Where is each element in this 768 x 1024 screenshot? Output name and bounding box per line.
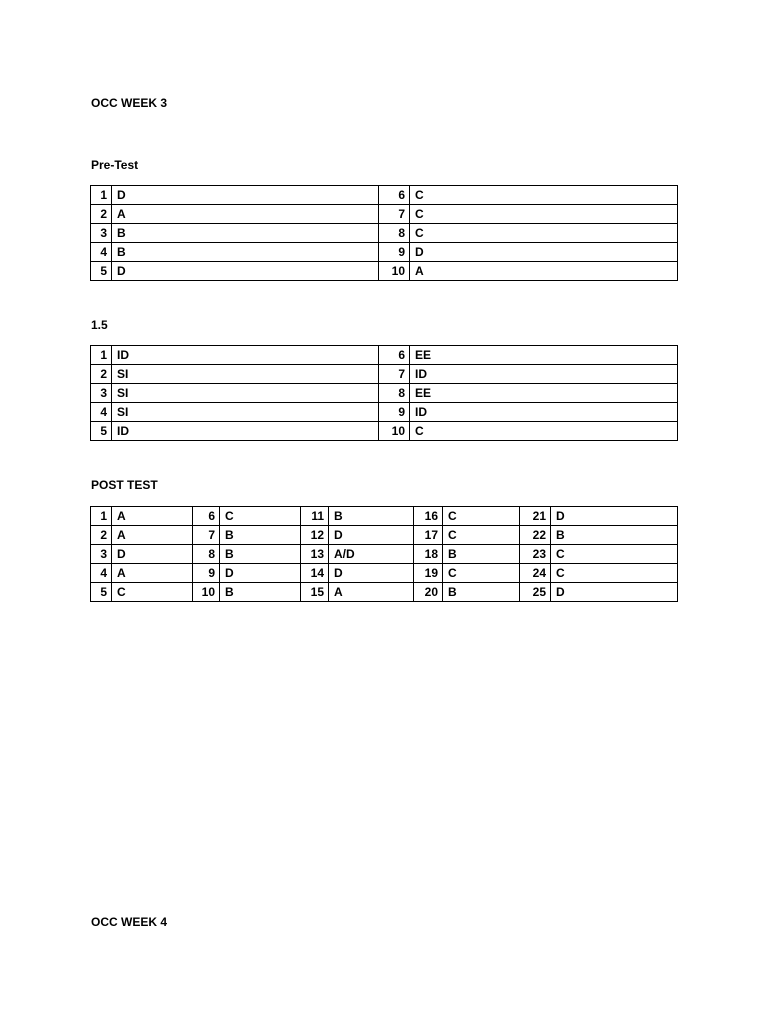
question-number: 3 xyxy=(91,384,112,403)
answer-cell: C xyxy=(551,545,678,564)
question-number: 23 xyxy=(520,545,551,564)
question-number: 19 xyxy=(414,564,443,583)
answer-cell: ID xyxy=(112,346,379,365)
question-number: 3 xyxy=(91,545,112,564)
question-number: 4 xyxy=(91,243,112,262)
answer-cell: B xyxy=(329,507,414,526)
table-row xyxy=(91,507,678,526)
posttest-title: POST TEST xyxy=(91,478,158,492)
answer-cell: A xyxy=(112,564,193,583)
answer-cell: D xyxy=(551,583,678,602)
answer-cell: SI xyxy=(112,365,379,384)
question-number: 15 xyxy=(301,583,329,602)
question-number: 5 xyxy=(91,262,112,281)
section-1-5-title: 1.5 xyxy=(91,318,108,332)
answer-cell: D xyxy=(410,243,678,262)
week3-title: OCC WEEK 3 xyxy=(91,96,168,110)
answer-cell: SI xyxy=(112,384,379,403)
question-number: 25 xyxy=(520,583,551,602)
table-row xyxy=(91,243,678,262)
answer-cell: B xyxy=(443,545,520,564)
answer-cell: A xyxy=(112,526,193,545)
table-row xyxy=(91,186,678,205)
question-number: 8 xyxy=(379,384,410,403)
table-row xyxy=(91,262,678,281)
table-row xyxy=(91,224,678,243)
answer-cell: B xyxy=(443,583,520,602)
table-row xyxy=(91,205,678,224)
answer-cell: C xyxy=(220,507,301,526)
question-number: 4 xyxy=(91,403,112,422)
answer-cell: B xyxy=(220,545,301,564)
answer-cell: A xyxy=(112,507,193,526)
answer-cell: C xyxy=(443,564,520,583)
answer-cell: EE xyxy=(410,346,678,365)
question-number: 14 xyxy=(301,564,329,583)
question-number: 20 xyxy=(414,583,443,602)
question-number: 21 xyxy=(520,507,551,526)
answer-cell: ID xyxy=(112,422,379,441)
question-number: 6 xyxy=(379,346,410,365)
question-number: 5 xyxy=(91,422,112,441)
answer-cell: D xyxy=(112,186,379,205)
question-number: 7 xyxy=(193,526,220,545)
question-number: 7 xyxy=(379,365,410,384)
answer-cell: D xyxy=(112,545,193,564)
question-number: 3 xyxy=(91,224,112,243)
question-number: 1 xyxy=(91,186,112,205)
answer-cell: B xyxy=(551,526,678,545)
answer-cell: B xyxy=(220,583,301,602)
answer-cell: D xyxy=(220,564,301,583)
question-number: 13 xyxy=(301,545,329,564)
posttest-answer-table xyxy=(90,506,678,602)
table-row xyxy=(91,545,678,564)
answer-cell: B xyxy=(220,526,301,545)
question-number: 8 xyxy=(193,545,220,564)
pretest-title: Pre-Test xyxy=(91,158,139,172)
question-number: 9 xyxy=(379,243,410,262)
table-row xyxy=(91,422,678,441)
answer-cell: D xyxy=(112,262,379,281)
question-number: 6 xyxy=(379,186,410,205)
table-row xyxy=(91,583,678,602)
pretest-answer-table xyxy=(90,185,678,281)
question-number: 6 xyxy=(193,507,220,526)
question-number: 2 xyxy=(91,205,112,224)
answer-cell: ID xyxy=(410,365,678,384)
answer-cell: C xyxy=(410,224,678,243)
table-row xyxy=(91,564,678,583)
table-row xyxy=(91,384,678,403)
answer-cell: A/D xyxy=(329,545,414,564)
answer-cell: C xyxy=(410,186,678,205)
question-number: 8 xyxy=(379,224,410,243)
table-row xyxy=(91,403,678,422)
answer-cell: C xyxy=(410,422,678,441)
answer-cell: A xyxy=(329,583,414,602)
section-1-5-answer-table xyxy=(90,345,678,441)
answer-cell: C xyxy=(410,205,678,224)
answer-cell: EE xyxy=(410,384,678,403)
answer-cell: D xyxy=(551,507,678,526)
question-number: 10 xyxy=(193,583,220,602)
answer-cell: B xyxy=(112,224,379,243)
answer-cell: C xyxy=(551,564,678,583)
question-number: 22 xyxy=(520,526,551,545)
table-row xyxy=(91,526,678,545)
question-number: 12 xyxy=(301,526,329,545)
answer-cell: D xyxy=(329,564,414,583)
question-number: 24 xyxy=(520,564,551,583)
question-number: 2 xyxy=(91,526,112,545)
question-number: 11 xyxy=(301,507,329,526)
question-number: 9 xyxy=(193,564,220,583)
answer-cell: A xyxy=(112,205,379,224)
answer-cell: D xyxy=(329,526,414,545)
table-row xyxy=(91,365,678,384)
question-number: 18 xyxy=(414,545,443,564)
question-number: 1 xyxy=(91,346,112,365)
answer-cell: B xyxy=(112,243,379,262)
week4-title: OCC WEEK 4 xyxy=(91,915,168,929)
question-number: 5 xyxy=(91,583,112,602)
question-number: 2 xyxy=(91,365,112,384)
question-number: 16 xyxy=(414,507,443,526)
answer-cell: C xyxy=(443,507,520,526)
question-number: 9 xyxy=(379,403,410,422)
question-number: 7 xyxy=(379,205,410,224)
question-number: 17 xyxy=(414,526,443,545)
answer-cell: A xyxy=(410,262,678,281)
question-number: 10 xyxy=(379,422,410,441)
question-number: 1 xyxy=(91,507,112,526)
table-row xyxy=(91,346,678,365)
answer-cell: SI xyxy=(112,403,379,422)
answer-cell: C xyxy=(443,526,520,545)
answer-cell: ID xyxy=(410,403,678,422)
question-number: 10 xyxy=(379,262,410,281)
question-number: 4 xyxy=(91,564,112,583)
answer-cell: C xyxy=(112,583,193,602)
